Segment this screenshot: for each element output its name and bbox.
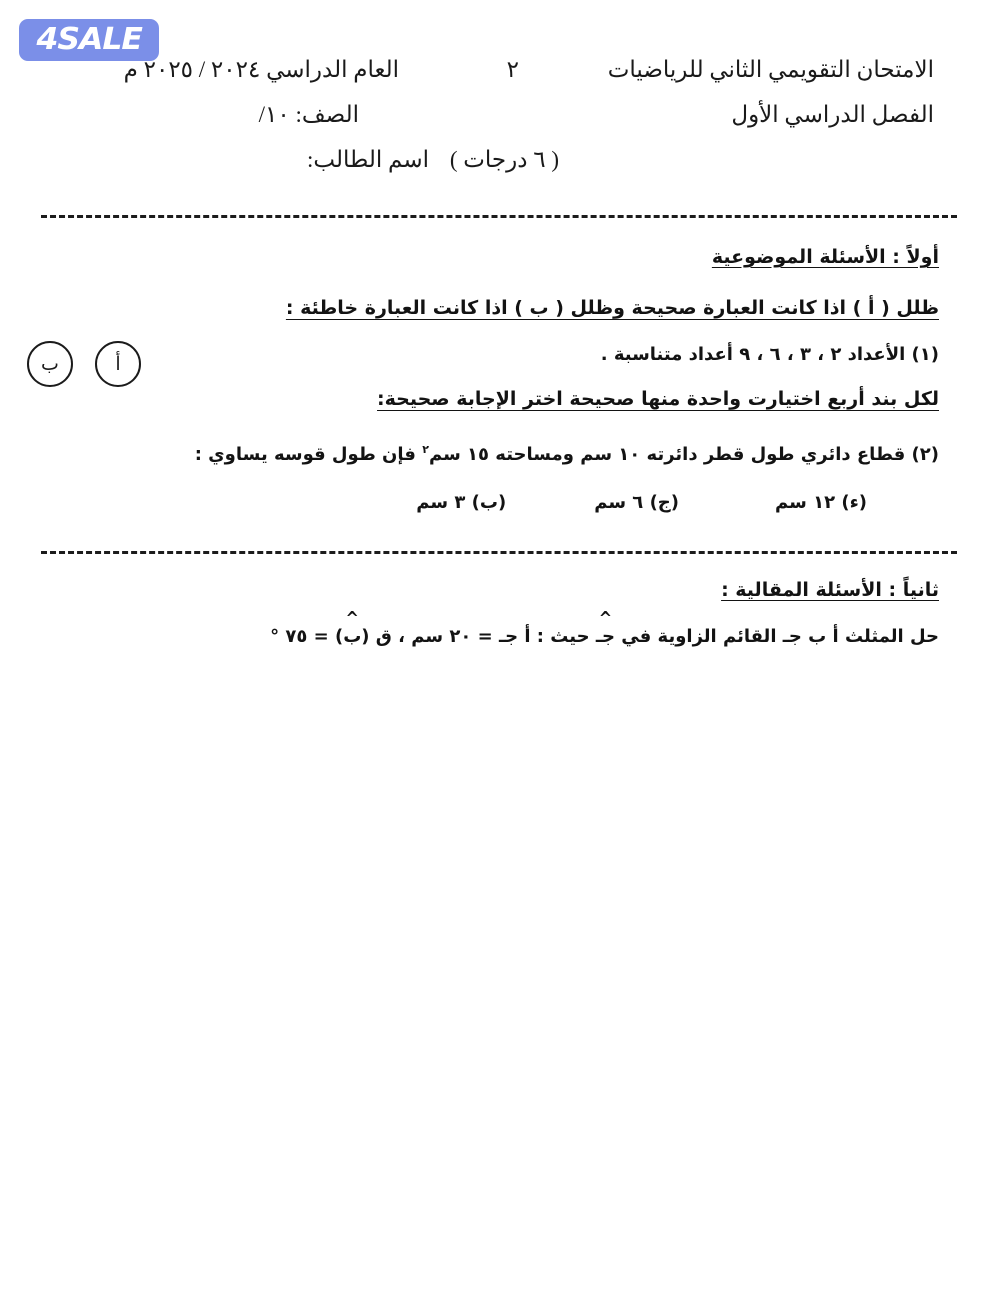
student-name-label: اسم الطالب: xyxy=(308,147,430,172)
question-2-superscript: ٢ xyxy=(423,443,430,456)
question-1-text: (١) الأعداد ٢ ، ٣ ، ٦ ، ٩ أعداد متناسبة . xyxy=(601,344,940,365)
grade-label: الصف: ١٠/ xyxy=(259,102,360,127)
mcq-instruction-wrap xyxy=(40,388,940,410)
marks-label: ( ٦ درجات ) xyxy=(450,147,560,172)
separator-bottom xyxy=(42,551,958,554)
answer-bubble-true[interactable]: أ xyxy=(96,341,142,387)
header-row-1 xyxy=(40,58,960,103)
question-3-text xyxy=(271,626,940,647)
question-3-part-2: حيث : أ جـ = ٢٠ سم ، ق ( xyxy=(362,626,597,647)
section-two-heading-wrap xyxy=(40,579,940,601)
question-2-choices xyxy=(40,492,960,513)
choice-d[interactable]: (ء) ١٢ سم xyxy=(776,492,868,513)
question-1-wrap xyxy=(40,344,940,365)
true-false-instruction: ظلل ( أ ) اذا كانت العبارة صحيحة وظلل ( ب ) اذا كانت العبارة خاطئة : xyxy=(286,297,940,319)
choice-b[interactable]: (ب) ٣ سم xyxy=(417,492,508,513)
angle-mark-c: جـ ^ xyxy=(597,626,616,647)
section-two-heading: ثانياً : الأسئلة المقالية : xyxy=(722,579,940,601)
header-row-2 xyxy=(40,103,960,148)
question-2-suffix: فإن طول قوسه يساوي : xyxy=(195,444,424,465)
exam-title: الامتحان التقويمي الثاني للرياضيات xyxy=(608,57,935,82)
section-one-heading-wrap xyxy=(40,246,940,268)
question-2-wrap xyxy=(40,443,940,465)
angle-mark-b: ب ^ xyxy=(344,626,362,647)
exam-header xyxy=(40,58,960,193)
question-3-wrap xyxy=(40,626,940,647)
academic-year: العام الدراسي ٢٠٢٤ / ٢٠٢٥ م xyxy=(124,57,400,82)
separator-top xyxy=(42,215,958,218)
header-row-3 xyxy=(40,148,960,193)
question-1-answer-bubbles xyxy=(28,341,142,387)
question-2-text xyxy=(196,444,940,465)
true-false-instruction-wrap xyxy=(40,297,940,319)
mcq-instruction: لكل بند أربع اختيارت واحدة منها صحيحة اختر الإجابة صحيحة: xyxy=(378,388,940,410)
page-number: ٢ xyxy=(507,57,520,82)
section-one-heading: أولاً : الأسئلة الموضوعية xyxy=(712,246,940,268)
question-3-part-1: حل المثلث أ ب جـ القائم الزاوية في xyxy=(616,626,940,647)
answer-bubble-false[interactable]: ب xyxy=(28,341,74,387)
term-label: الفصل الدراسي الأول xyxy=(732,102,935,127)
question-2-prefix: (٢) قطاع دائري طول قطر دائرته ١٠ سم ومساحته ١٥ سم xyxy=(429,444,940,465)
question-3-part-3: ) = ٧٥ ° xyxy=(271,626,345,647)
watermark-text: 4SALE xyxy=(37,22,143,57)
4sale-watermark-logo xyxy=(20,19,160,61)
choice-c[interactable]: (ج) ٦ سم xyxy=(595,492,680,513)
